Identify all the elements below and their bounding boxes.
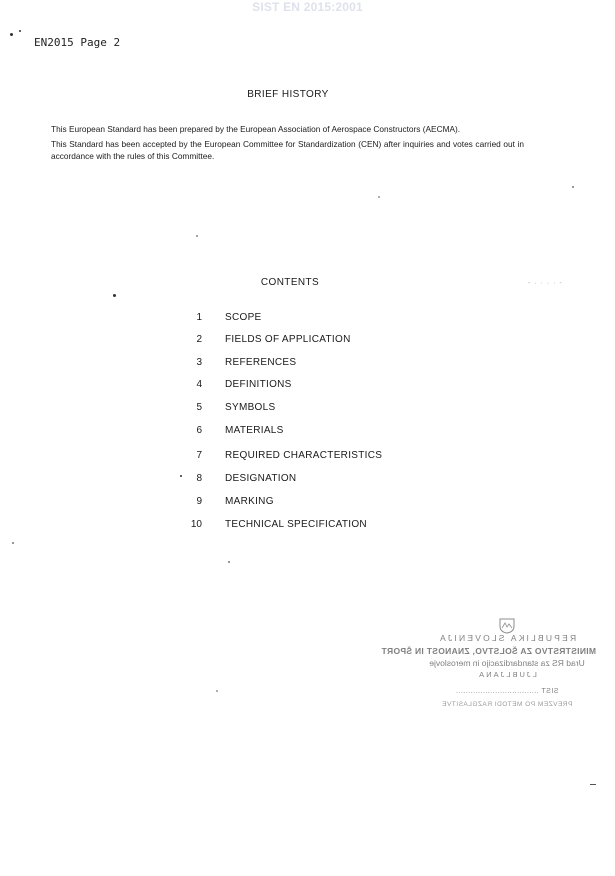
stamp-line: LJUBLJANA [477,670,537,679]
toc-item-number: 7 [196,450,202,461]
contents-heading: CONTENTS [260,277,320,288]
stamp-line: PREVZEM PO METODI RAZGLASITVE [441,701,573,708]
toc-item-number: 6 [196,425,202,436]
toc-item-label: TECHNICAL SPECIFICATION [225,519,367,530]
scan-speck [216,690,218,692]
stamp-line: Urad RS za standardizacijo in meroslovje [429,658,585,668]
scan-speck [10,33,13,36]
toc-item-label: REQUIRED CHARACTERISTICS [225,450,383,461]
stamp-line: MINISTRSTVO ZA ŠOLSTVO, ZNANOST IN ŠPORT [381,646,596,656]
brief-history-heading: BRIEF HISTORY [247,89,329,100]
toc-item-label: FIELDS OF APPLICATION [225,334,351,345]
toc-item-number: 2 [196,334,202,345]
toc-item-number: 3 [196,357,202,368]
stamp-line: SIST .................................. [455,688,559,695]
scan-speck [572,186,574,188]
scan-speck [378,196,380,198]
crest-icon [498,618,516,634]
scan-speck [19,30,21,32]
toc-item-label: DESIGNATION [225,473,297,484]
toc-item-label: SCOPE [225,312,262,323]
toc-item-number: 10 [190,519,202,530]
toc-item-label: MARKING [225,496,274,507]
scan-speck [180,475,182,477]
official-stamp [381,618,596,720]
scan-speck [590,784,596,785]
scan-speck [113,294,116,297]
toc-item-label: DEFINITIONS [225,379,292,390]
toc-item-label: MATERIALS [225,425,284,436]
history-paragraph: This European Standard has been prepared by the European Association of Aerospace Constructors (AECMA). [51,124,461,134]
document-watermark: SIST EN 2015:2001 [252,0,363,14]
scan-speck [228,561,230,563]
scan-speck [12,542,14,544]
toc-item-number: 9 [196,496,202,507]
page-label: EN2015 Page 2 [34,36,121,49]
toc-item-number: 1 [196,312,202,323]
history-paragraph: This Standard has been accepted by the European Committee for Standardization (CEN) after inquiries and votes carried out in accordance with the rules of this Committee. [51,139,524,161]
toc-item-label: REFERENCES [225,357,297,368]
scan-marks: - · · · · - [528,280,563,287]
scan-speck [196,235,198,237]
toc-item-number: 5 [196,402,202,413]
toc-item-number: 4 [196,379,202,390]
toc-item-number: 8 [196,473,202,484]
stamp-line: REPUBLIKA SLOVENIJA [437,633,577,643]
toc-item-label: SYMBOLS [225,402,276,413]
